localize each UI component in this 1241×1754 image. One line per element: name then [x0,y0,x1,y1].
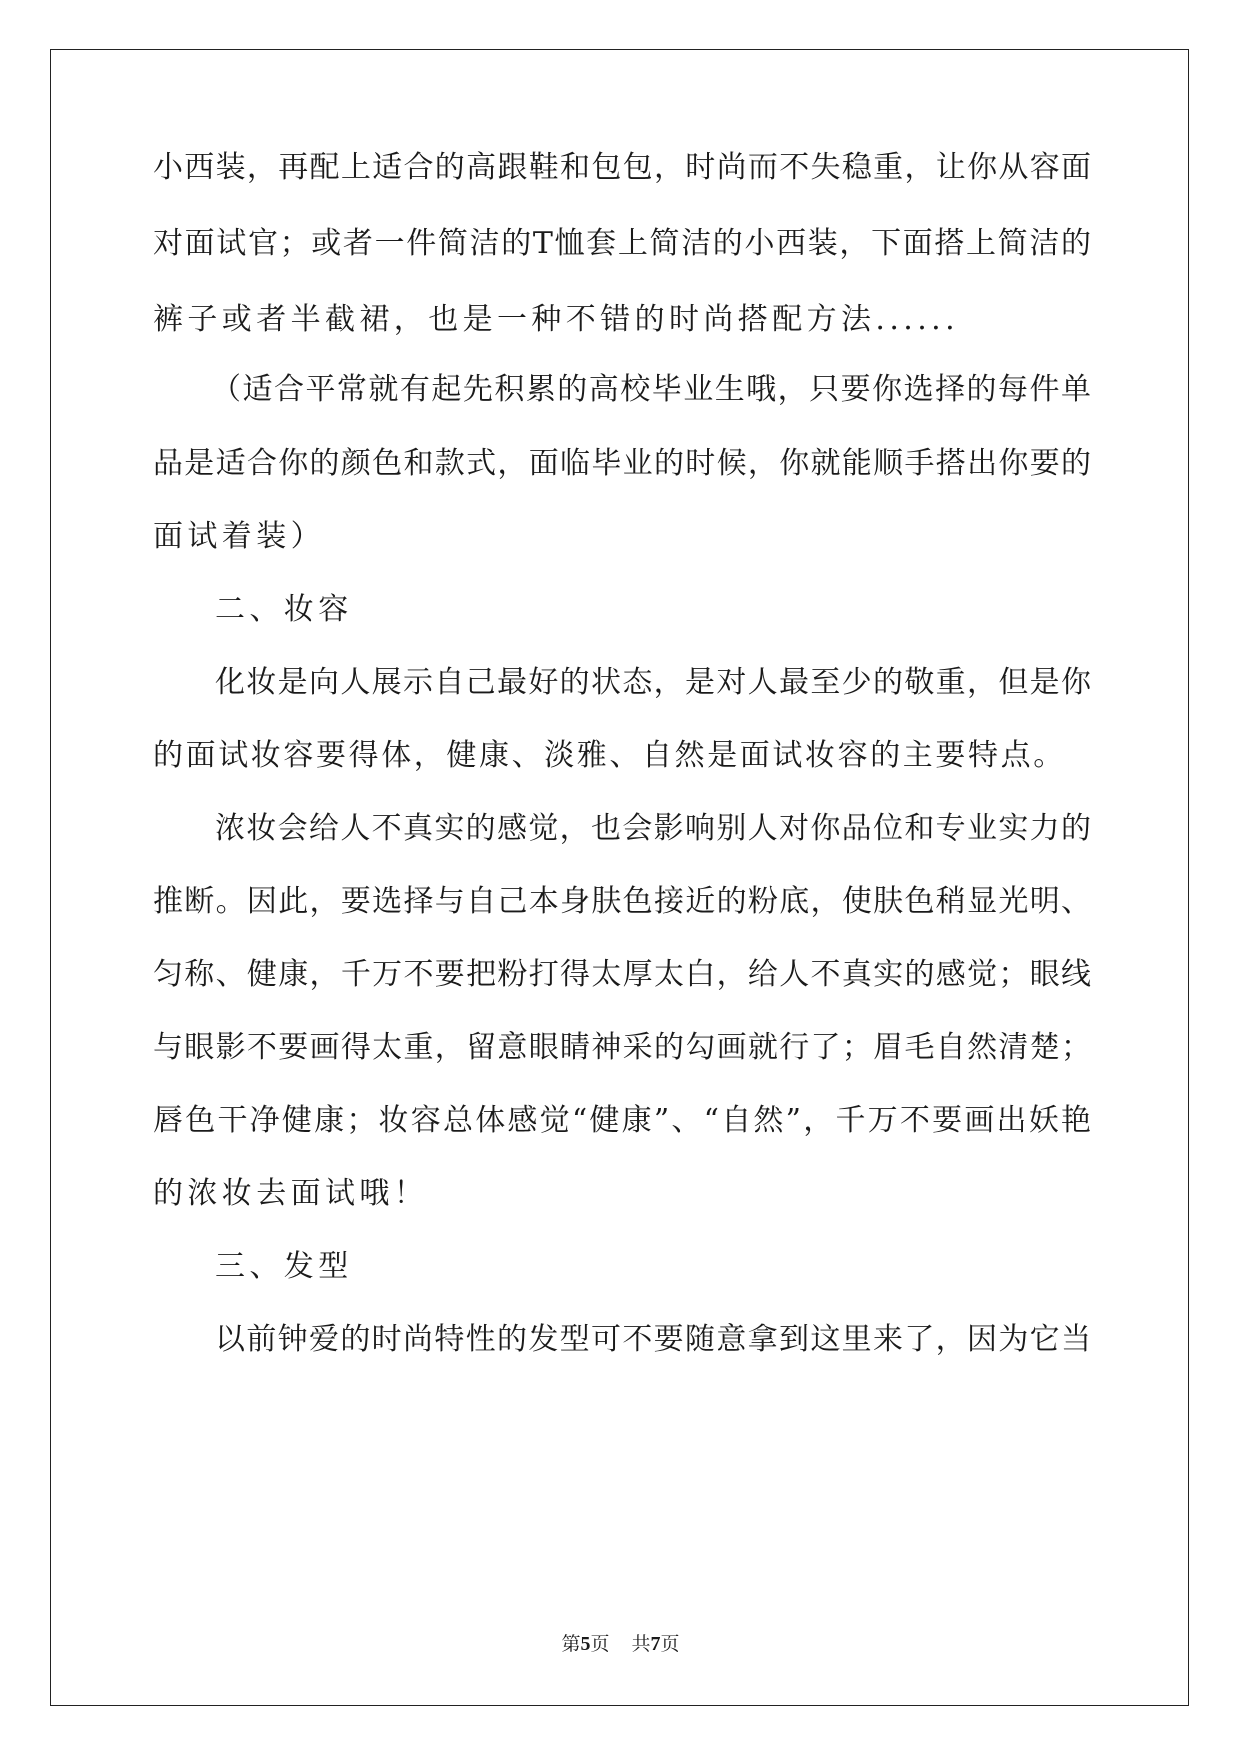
body-line: 匀称、健康，千万不要把粉打得太厚太白，给人不真实的感觉；眼线 [153,957,1091,992]
page-footer [0,1632,1241,1656]
total-prefix: 共 [631,1633,651,1655]
page-suffix: 页 [590,1633,610,1655]
body-line: 唇色干净健康；妆容总体感觉“健康”、“自然”，千万不要画出妖艳 [153,1103,1091,1138]
body-line: 小西装，再配上适合的高跟鞋和包包，时尚而不失稳重，让你从容面 [153,150,1091,185]
body-line: 品是适合你的颜色和款式，面临毕业的时候，你就能顺手搭出你要的 [153,446,1091,481]
body-line: 的浓妆去面试哦！ [153,1176,429,1211]
body-line: 面试着装） [153,519,325,554]
body-line: 化妆是向人展示自己最好的状态，是对人最至少的敬重，但是你 [215,665,1091,700]
page-current: 5 [580,1633,591,1655]
body-line: （适合平常就有起先积累的高校毕业生哦，只要你选择的每件单 [211,372,1091,407]
page-total: 7 [650,1633,661,1655]
body-line: 与眼影不要画得太重，留意眼睛神采的勾画就行了；眉毛自然清楚； [153,1030,1091,1065]
body-line: 以前钟爱的时尚特性的发型可不要随意拿到这里来了，因为它当 [215,1322,1091,1357]
total-suffix: 页 [660,1633,680,1655]
body-line: 浓妆会给人不真实的感觉，也会影响别人对你品位和专业实力的 [215,811,1091,846]
page-border [50,49,1189,1706]
section-heading: 三、发型 [215,1249,353,1284]
body-line: 裤子或者半截裙，也是一种不错的时尚搭配方法...... [153,302,960,337]
body-line: 推断。因此，要选择与自己本身肤色接近的粉底，使肤色稍显光明、 [153,884,1091,919]
body-line: 对面试官；或者一件简洁的T恤套上简洁的小西装，下面搭上简洁的 [153,226,1091,261]
body-line: 的面试妆容要得体，健康、淡雅、自然是面试妆容的主要特点。 [153,738,1066,773]
page-prefix: 第 [561,1633,581,1655]
section-heading: 二、妆容 [215,592,353,627]
